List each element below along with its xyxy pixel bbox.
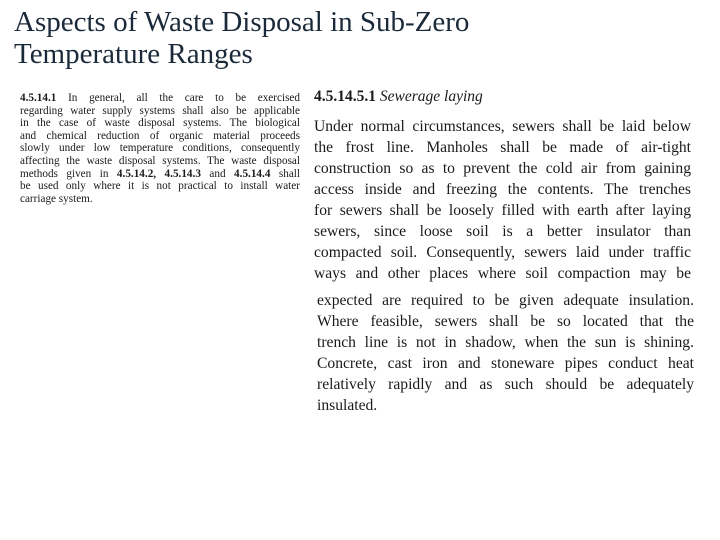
text-line: slowly under low temperature conditions, consequently	[20, 142, 300, 155]
text-line: Under normal circumstances, sewers shall be laid below	[314, 118, 691, 135]
paragraph	[314, 116, 691, 284]
text-line: trench line is not in shadow, when the sun is shining.	[317, 334, 694, 351]
text-line: methods given in 4.5.14.2, 4.5.14.3 and 4.5.14.4 shall	[20, 167, 301, 180]
title-line: Aspects of Waste Disposal in Sub-Zero	[14, 6, 470, 38]
text-line: Where feasible, sewers shall be so located that the	[317, 313, 694, 330]
text-line: in the case of waste disposal systems. The biological	[20, 117, 300, 130]
text-line: the frost line. Manholes shall be made of air-tight	[314, 139, 691, 156]
paragraph	[317, 290, 694, 416]
text-line: Concrete, cast iron and stoneware pipes conduct heat	[317, 355, 694, 372]
text-line: affecting the waste disposal systems. The waste disposal	[20, 154, 300, 167]
text-line: be used only where it is not practical to install water	[20, 180, 300, 193]
text-line: construction so as to prevent the cold air from gaining	[314, 160, 691, 177]
text-line: carriage system.	[20, 192, 93, 205]
slide-title	[14, 6, 469, 70]
section-heading	[314, 88, 483, 106]
text-line: ways and other places where soil compaction may be	[314, 265, 691, 282]
text-line: sewers, since loose soil is a better insulator than	[314, 223, 691, 240]
left-clause-text	[20, 92, 300, 205]
title-line: Temperature Ranges	[14, 38, 253, 70]
heading-text: Sewerage laying	[379, 88, 483, 105]
text-line: expected are required to be given adequate insulation.	[317, 292, 694, 309]
clause-number: 4.5.14.5.1	[314, 88, 376, 105]
text-line: compacted soil. Consequently, sewers laid under traffic	[314, 244, 691, 261]
clause-number: 4.5.14.1	[20, 92, 57, 104]
text-line: for sewers shall be loosely filled with earth after laying	[314, 202, 691, 219]
text-line: regarding water supply systems shall also be applicable	[20, 104, 300, 117]
text-line: relatively rapidly and as such should be adequately	[317, 376, 694, 393]
text-line: and chemical reduction of organic material proceeds	[20, 129, 300, 142]
text-line: 4.5.14.1 In general, all the care to be exercised	[20, 92, 300, 104]
text-line: insulated.	[317, 397, 378, 414]
text-line: access inside and freezing the contents. The trenches	[314, 181, 691, 198]
